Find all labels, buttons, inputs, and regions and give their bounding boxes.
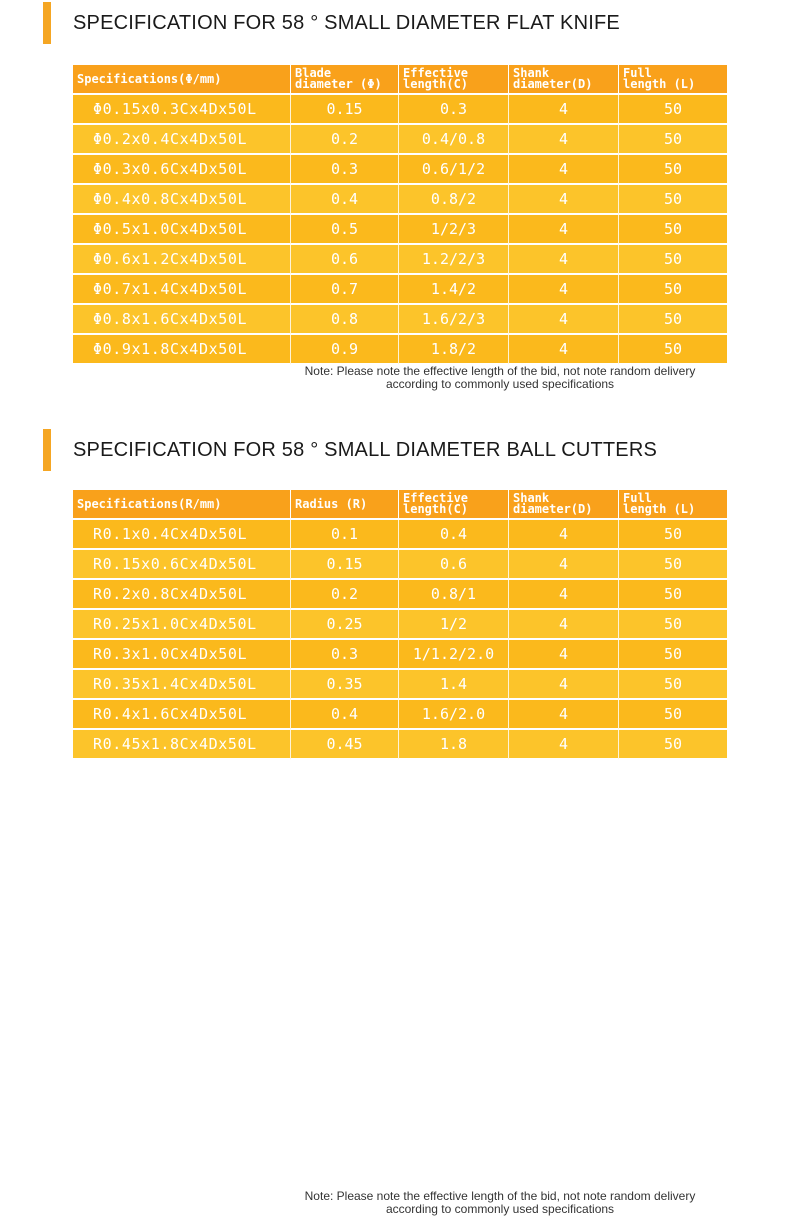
flat-knife-spec-table: [73, 65, 727, 365]
effective-length-cell: 1.2/2/3: [399, 245, 509, 275]
spec-cell: R0.2x0.8Cx4Dx50L: [73, 580, 291, 610]
header-full-length: Full length (L): [619, 490, 727, 520]
diameter-cell: 0.1: [291, 520, 399, 550]
effective-length-cell: 1.6/2/3: [399, 305, 509, 335]
full-length-cell: 50: [619, 305, 727, 335]
table-row: [73, 245, 727, 275]
shank-cell: 4: [509, 185, 619, 215]
diameter-cell: 0.15: [291, 550, 399, 580]
spec-cell: R0.45x1.8Cx4Dx50L: [73, 730, 291, 760]
header-radius: Radius (R): [291, 490, 399, 520]
shank-cell: 4: [509, 550, 619, 580]
spec-cell: Φ0.7x1.4Cx4Dx50L: [73, 275, 291, 305]
note-line: Note: Please note the effective length of the bid, not note random delivery: [304, 1189, 696, 1203]
shank-cell: 4: [509, 520, 619, 550]
shank-cell: 4: [509, 580, 619, 610]
spec-cell: R0.1x0.4Cx4Dx50L: [73, 520, 291, 550]
spec-cell: Φ0.15x0.3Cx4Dx50L: [73, 95, 291, 125]
effective-length-cell: 0.6/1/2: [399, 155, 509, 185]
effective-length-cell: 0.4: [399, 520, 509, 550]
section-accent-bar: [43, 429, 51, 471]
header-specifications: Specifications(R/mm): [73, 490, 291, 520]
full-length-cell: 50: [619, 215, 727, 245]
full-length-cell: 50: [619, 700, 727, 730]
header-blade-diameter: Blade diameter (Φ): [291, 65, 399, 95]
table-row: [73, 125, 727, 155]
full-length-cell: 50: [619, 245, 727, 275]
shank-cell: 4: [509, 155, 619, 185]
table-row: [73, 670, 727, 700]
spec-cell: Φ0.3x0.6Cx4Dx50L: [73, 155, 291, 185]
shank-cell: 4: [509, 335, 619, 365]
effective-length-cell: 0.8/1: [399, 580, 509, 610]
table-row: [73, 730, 727, 760]
effective-length-cell: 1.6/2.0: [399, 700, 509, 730]
delivery-note: [100, 1190, 800, 1216]
effective-length-cell: 1.8: [399, 730, 509, 760]
full-length-cell: 50: [619, 95, 727, 125]
table-header-row: [73, 490, 727, 520]
effective-length-cell: 1.8/2: [399, 335, 509, 365]
full-length-cell: 50: [619, 670, 727, 700]
diameter-cell: 0.2: [291, 125, 399, 155]
full-length-cell: 50: [619, 335, 727, 365]
spec-cell: R0.3x1.0Cx4Dx50L: [73, 640, 291, 670]
shank-cell: 4: [509, 640, 619, 670]
shank-cell: 4: [509, 95, 619, 125]
effective-length-cell: 0.4/0.8: [399, 125, 509, 155]
table-row: [73, 185, 727, 215]
spec-cell: R0.4x1.6Cx4Dx50L: [73, 700, 291, 730]
spec-cell: Φ0.2x0.4Cx4Dx50L: [73, 125, 291, 155]
table-row: [73, 520, 727, 550]
full-length-cell: 50: [619, 550, 727, 580]
table-row: [73, 155, 727, 185]
section-title: SPECIFICATION FOR 58 ° SMALL DIAMETER FLAT KNIFE: [73, 12, 620, 34]
header-full-length: Full length (L): [619, 65, 727, 95]
table-row: [73, 580, 727, 610]
spec-cell: Φ0.4x0.8Cx4Dx50L: [73, 185, 291, 215]
note-line: according to commonly used specifications: [385, 377, 615, 391]
note-line: according to commonly used specifications: [385, 1202, 615, 1216]
header-specifications: Specifications(Φ/mm): [73, 65, 291, 95]
table-row: [73, 305, 727, 335]
shank-cell: 4: [509, 610, 619, 640]
header-effective-length: Effective length(C): [399, 490, 509, 520]
diameter-cell: 0.45: [291, 730, 399, 760]
effective-length-cell: 1/2/3: [399, 215, 509, 245]
diameter-cell: 0.7: [291, 275, 399, 305]
ball-cutter-spec-table: [73, 490, 727, 760]
effective-length-cell: 1.4: [399, 670, 509, 700]
full-length-cell: 50: [619, 520, 727, 550]
spec-cell: R0.35x1.4Cx4Dx50L: [73, 670, 291, 700]
shank-cell: 4: [509, 305, 619, 335]
full-length-cell: 50: [619, 125, 727, 155]
effective-length-cell: 1.4/2: [399, 275, 509, 305]
note-line: Note: Please note the effective length of the bid, not note random delivery: [304, 364, 696, 378]
full-length-cell: 50: [619, 730, 727, 760]
full-length-cell: 50: [619, 580, 727, 610]
shank-cell: 4: [509, 275, 619, 305]
shank-cell: 4: [509, 700, 619, 730]
diameter-cell: 0.9: [291, 335, 399, 365]
effective-length-cell: 1/2: [399, 610, 509, 640]
effective-length-cell: 1/1.2/2.0: [399, 640, 509, 670]
effective-length-cell: 0.8/2: [399, 185, 509, 215]
shank-cell: 4: [509, 670, 619, 700]
diameter-cell: 0.25: [291, 610, 399, 640]
table-row: [73, 700, 727, 730]
diameter-cell: 0.4: [291, 185, 399, 215]
full-length-cell: 50: [619, 155, 727, 185]
header-shank-diameter: Shank diameter(D): [509, 65, 619, 95]
table-row: [73, 335, 727, 365]
section-title: SPECIFICATION FOR 58 ° SMALL DIAMETER BALL CUTTERS: [73, 439, 658, 461]
shank-cell: 4: [509, 730, 619, 760]
spec-cell: Φ0.9x1.8Cx4Dx50L: [73, 335, 291, 365]
diameter-cell: 0.15: [291, 95, 399, 125]
diameter-cell: 0.35: [291, 670, 399, 700]
diameter-cell: 0.4: [291, 700, 399, 730]
diameter-cell: 0.8: [291, 305, 399, 335]
table-header-row: [73, 65, 727, 95]
table-row: [73, 275, 727, 305]
spec-cell: Φ0.8x1.6Cx4Dx50L: [73, 305, 291, 335]
shank-cell: 4: [509, 125, 619, 155]
shank-cell: 4: [509, 245, 619, 275]
diameter-cell: 0.3: [291, 155, 399, 185]
header-shank-diameter: Shank diameter(D): [509, 490, 619, 520]
effective-length-cell: 0.6: [399, 550, 509, 580]
spec-cell: Φ0.6x1.2Cx4Dx50L: [73, 245, 291, 275]
effective-length-cell: 0.3: [399, 95, 509, 125]
diameter-cell: 0.6: [291, 245, 399, 275]
table-row: [73, 215, 727, 245]
table-row: [73, 95, 727, 125]
table-row: [73, 550, 727, 580]
full-length-cell: 50: [619, 610, 727, 640]
delivery-note: [100, 365, 800, 391]
spec-cell: Φ0.5x1.0Cx4Dx50L: [73, 215, 291, 245]
table-row: [73, 610, 727, 640]
shank-cell: 4: [509, 215, 619, 245]
header-effective-length: Effective length(C): [399, 65, 509, 95]
diameter-cell: 0.3: [291, 640, 399, 670]
full-length-cell: 50: [619, 185, 727, 215]
diameter-cell: 0.2: [291, 580, 399, 610]
full-length-cell: 50: [619, 275, 727, 305]
table-row: [73, 640, 727, 670]
spec-cell: R0.25x1.0Cx4Dx50L: [73, 610, 291, 640]
diameter-cell: 0.5: [291, 215, 399, 245]
spec-cell: R0.15x0.6Cx4Dx50L: [73, 550, 291, 580]
section-accent-bar: [43, 2, 51, 44]
full-length-cell: 50: [619, 640, 727, 670]
